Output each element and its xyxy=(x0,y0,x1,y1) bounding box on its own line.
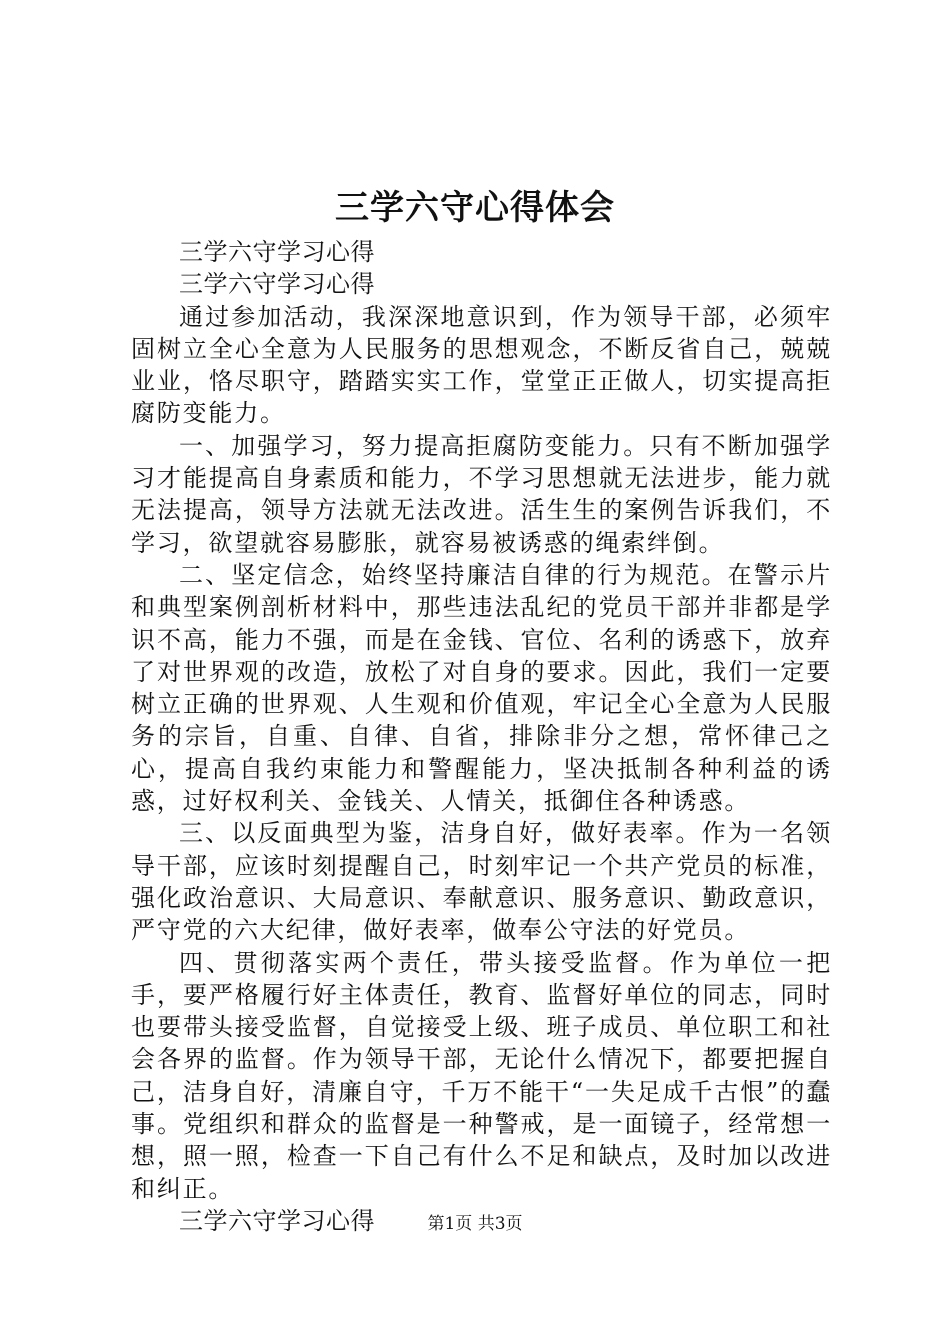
paragraph-section-3: 三、以反面典型为鉴，洁身自好，做好表率。作为一名领导干部，应该时刻提醒自己，时刻牢记一个共产党员的标准，强化政治意识、大局意识、奉献意识、服务意识、勤政意识，严守党的六大纪律，做好表率，做奉公守法的好党员。 xyxy=(131,819,832,945)
paragraph-intro: 通过参加活动，我深深地意识到，作为领导干部，必须牢固树立全心全意为人民服务的思想观念，不断反省自己，兢兢业业，恪尽职守，踏踏实实工作，堂堂正正做人，切实提高拒腐防变能力。 xyxy=(131,302,832,428)
page-number-footer: 第1页 共3页 xyxy=(427,1214,523,1234)
subheading: 三学六守学习心得 xyxy=(179,1206,375,1235)
subheading: 三学六守学习心得 xyxy=(179,270,375,299)
paragraph-section-2: 二、坚定信念，始终坚持廉洁自律的行为规范。在警示片和典型案例剖析材料中，那些违法乱纪的党员干部并非都是学识不高，能力不强，而是在金钱、官位、名利的诱惑下，放弃了对世界观的改造，放松了对自身的要求。因此，我们一定要树立正确的世界观、人生观和价值观，牢记全心全意为人民服务的宗旨，自重、自律、自省，排除非分之想，常怀律己之心，提高自我约束能力和警醒能力，坚决抵制各种利益的诱惑，过好权利关、金钱关、人情关，抵御住各种诱惑。 xyxy=(131,560,832,816)
paragraph-section-1: 一、加强学习，努力提高拒腐防变能力。只有不断加强学习才能提高自身素质和能力，不学习思想就无法进步，能力就无法提高，领导方法就无法改进。活生生的案例告诉我们，不学习，欲望就容易膨胀，就容易被诱惑的绳索绊倒。 xyxy=(131,431,832,557)
document-title: 三学六守心得体会 xyxy=(335,188,615,228)
paragraph-section-4: 四、贯彻落实两个责任，带头接受监督。作为单位一把手，要严格履行好主体责任，教育、监督好单位的同志，同时也要带头接受监督，自觉接受上级、班子成员、单位职工和社会各界的监督。作为领导干部，无论什么情况下，都要把握自己，洁身自好，清廉自守，千万不能干“一失足成千古恨”的蠢事。党组织和群众的监督是一种警戒，是一面镜子，经常想一想，照一照，检查一下自己有什么不足和缺点，及时加以改进和纠正。 xyxy=(131,948,832,1203)
document-body xyxy=(131,236,832,1237)
subheading: 三学六守学习心得 xyxy=(179,238,375,266)
